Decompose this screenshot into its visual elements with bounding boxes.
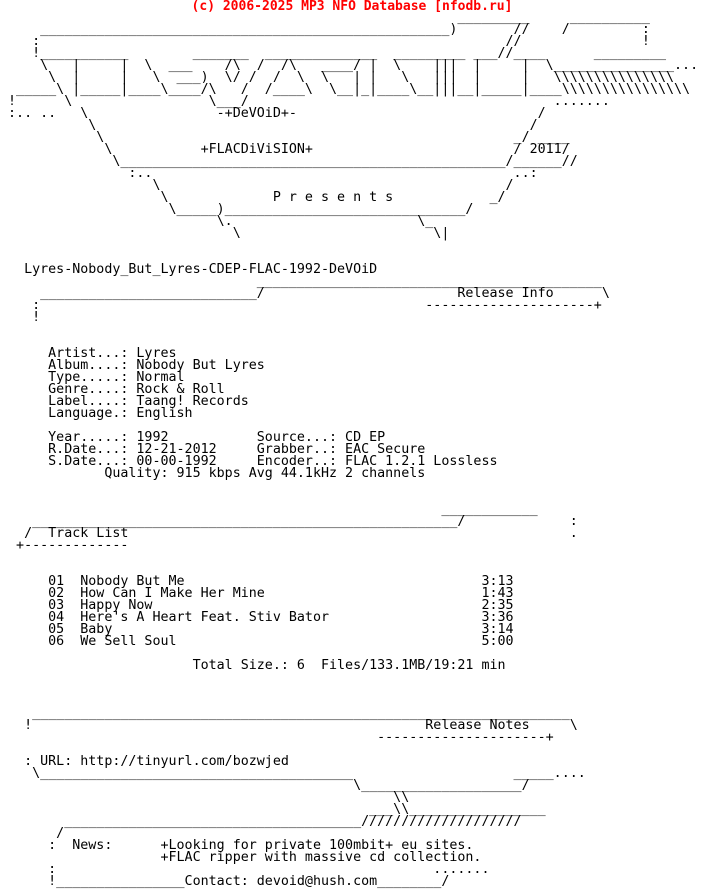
nfo-ascii-art-document: _________ __________ ___________________________________________________) // / : : // ! !___________ _______ ______________ _________ ___//____ _________ \ | | \ ___ /\ / /\ ____/ | \ ||| | | \_______________... \ | | \ ___) \/ / / \ \ | | \ ||| | | \\\\\\\\\\\\\\\ _____\ |_____|____\____/\ / /____\ \__|_|____\__|||__|_____|____\\\\\\\\\\\\\\\\ ! \ \___/ ....... :.. .. \ -+DeVOiD+- / \ / \ _/ ____ \ +FLACDiViSION+ / 2011/ \________________________________________________/______// :.. ..: \ / \ P r e s e n t s _/ \_____)______________________________/ \. \_ \ \| Lyres-Nobody_But_Lyres-CDEP-FLAC-1992-DeVOiD ___________________________________________ ___________________________/ Release Info \ : ---------------------+ ! Artist...: Lyres Album....: Nobody But Lyres Type.....: Normal Genre....: Rock & Roll Label....: Taang! Records Language.: English Year.....: 1992 Source...: CD EP R.Date...: 12-21-2012 Grabber..: EAC Secure S.Date...: 00-00-1992 Encoder..: FLAC 1.2.1 Lossless Quality: 915 kbps Avg 44.1kHz 2 channels ____________ _____________________________________________________/ : / Track List . +------------- 01 Nobody But Me 3:13 02 How Can I Make Her Mine 1:43 03 Happy Now 2:35 04 Here's A Heart Feat. Stiv Bator 3:36 05 Baby 3:14 06 We Sell Soul 5:00 Total Size.: 6 Files/133.1MB/19:21 min ___________________________________________________________________ ! Release Notes \ ---------------------+ : URL: http://tinyurl.com/bozwjed \_______________________________________ _____.... \____________________/ \\ ___\\_________________ _____________________________________//////////////////// / : News: +Looking for private 100mbit+ eu sites. +FLAC ripper with massive cd collection. : ....... !________________Contact: devoid@hush.com________/ bbox=[8, 10, 699, 889]
site-header: (c) 2006-2025 MP3 NFO Database [nfodb.ru] bbox=[191, 0, 513, 14]
